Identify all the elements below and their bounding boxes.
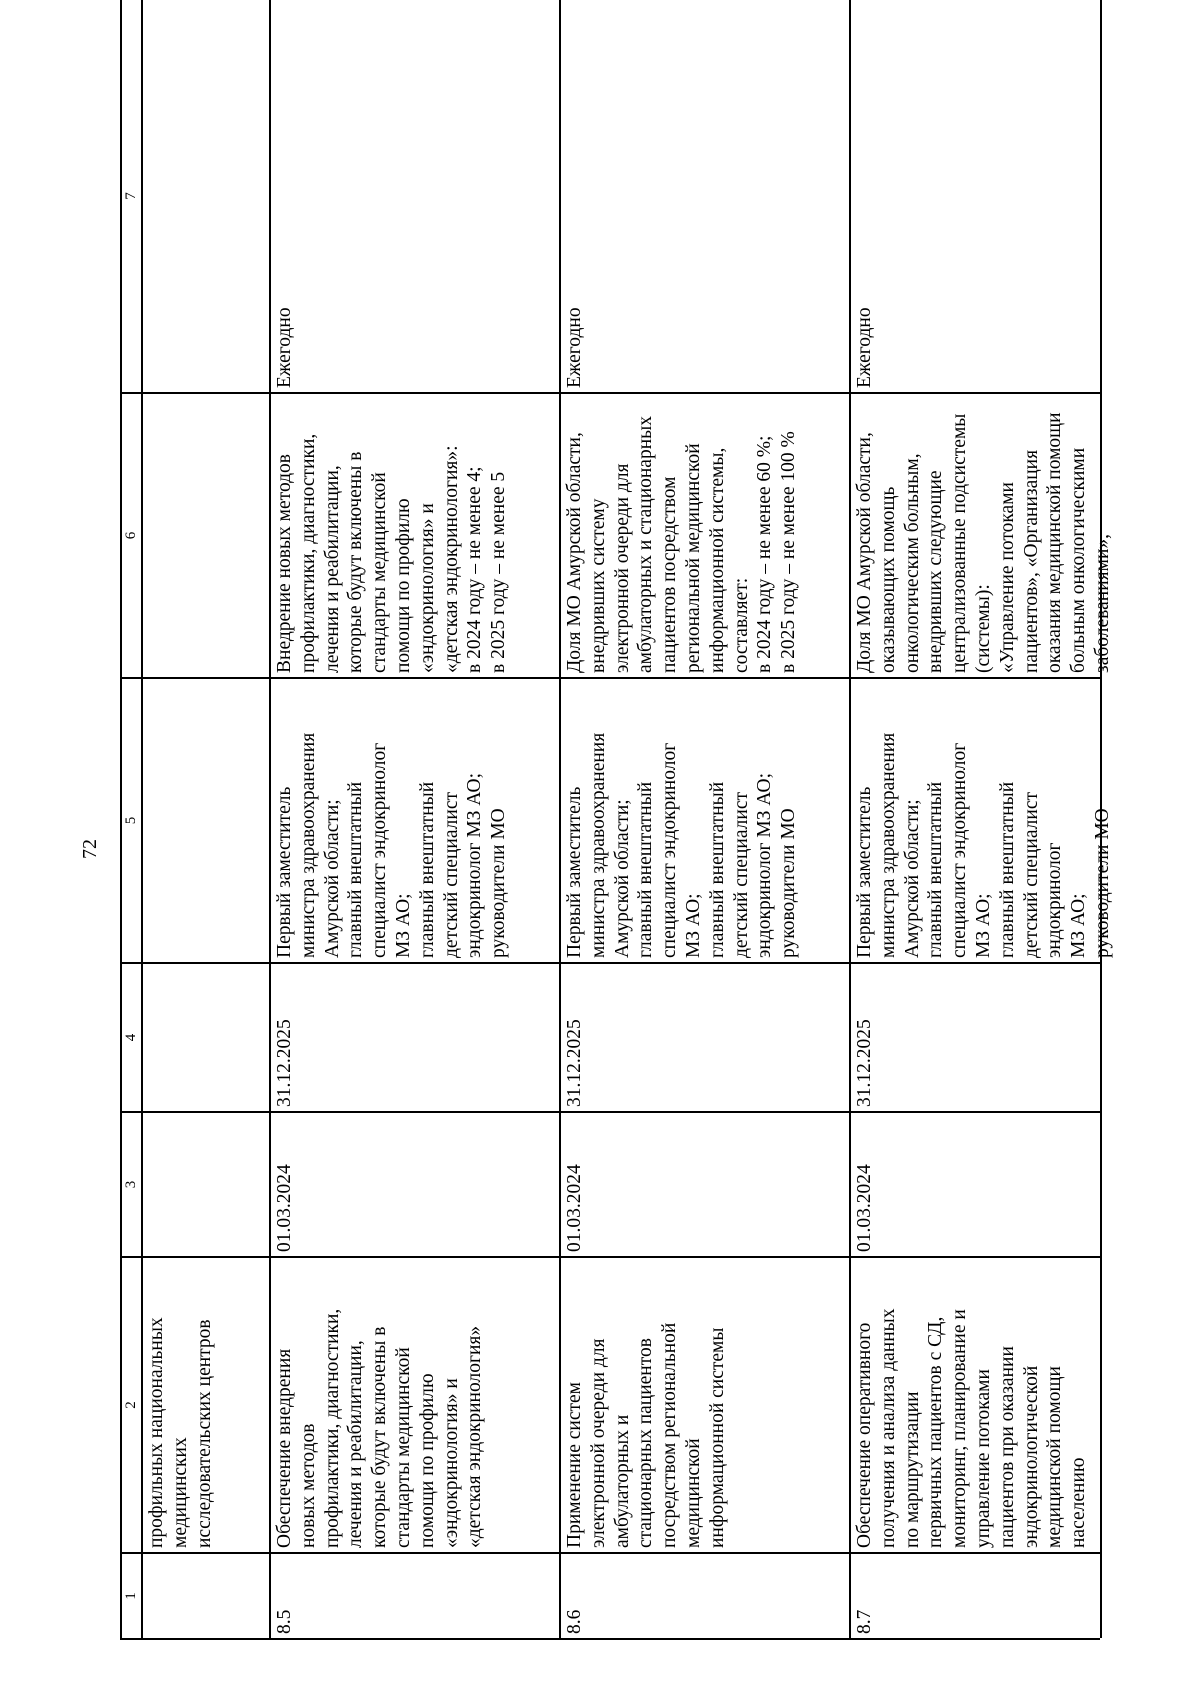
row-1-result: Внедрение новых методов профилактики, диагностики, лечения и реабилитации, которые будут включены в стандарты медицинской помощи по профилю «эндокринология» и «детская эндокринология»: в 2024 году – не менее 4; в 2025 году – не менее 5 (271, 392, 561, 677)
row-2-result: Доля МО Амурской области, внедривших систему электронной очереди для амбулаторных и стационарных пациентов посредством региональной медицинской информационной системы, составляет: в 2024 году – не менее 60 %; в 2025 году – не менее 100 % (561, 392, 851, 677)
rotated-page (120, 0, 1113, 1640)
row-0-task: профильных национальных медицинских исследовательских центров (143, 1256, 271, 1552)
header-col-6: 6 (122, 392, 143, 677)
header-col-3: 3 (122, 1111, 143, 1256)
row-3-end: 31.12.2025 (851, 962, 1102, 1111)
row-0-start (143, 1111, 271, 1256)
header-col-5: 5 (122, 677, 143, 962)
row-1-task: Обеспечение внедрения новых методов профилактики, диагностики, лечения и реабилитации, которые будут включены в стандарты медицинской помощи по профилю «эндокринология» и «детская эндокринология» (271, 1256, 561, 1552)
row-3-responsible: Первый заместитель министра здравоохранения Амурской области; главный внештатный специалист эндокринолог МЗ АО; главный внештатный детский специалист эндокринолог МЗ АО; руководители МО (851, 677, 1102, 962)
row-1-num: 8.5 (271, 1552, 561, 1638)
header-col-1: 1 (122, 1552, 143, 1638)
row-3-result: Доля МО Амурской области, оказывающих помощь онкологическим больным, внедривших следующие централизованные подсистемы (системы): «Управление потоками пациентов», «Организация оказания медицинской помощи больным онкологическими заболеваниями», (851, 392, 1102, 677)
row-0-frequency (143, 0, 271, 392)
row-2-responsible: Первый заместитель министра здравоохранения Амурской области; главный внештатный специалист эндокринолог МЗ АО; главный внештатный детский специалист эндокринолог МЗ АО; руководители МО (561, 677, 851, 962)
row-2-task: Применение систем электронной очереди для амбулаторных и стационарных пациентов посредством региональной медицинской информационной системы (561, 1256, 851, 1552)
row-1-responsible: Первый заместитель министра здравоохранения Амурской области; главный внештатный специалист эндокринолог МЗ АО; главный внештатный детский специалист эндокринолог МЗ АО; руководители МО (271, 677, 561, 962)
row-0-end (143, 962, 271, 1111)
row-0-responsible (143, 677, 271, 962)
row-2-start: 01.03.2024 (561, 1111, 851, 1256)
header-col-4: 4 (122, 962, 143, 1111)
page-number: 72 (79, 839, 101, 859)
row-3-num: 8.7 (851, 1552, 1102, 1638)
row-2-end: 31.12.2025 (561, 962, 851, 1111)
row-1-frequency: Ежегодно (271, 0, 561, 392)
header-col-7: 7 (122, 0, 143, 392)
row-0-num (143, 1552, 271, 1638)
row-3-start: 01.03.2024 (851, 1111, 1102, 1256)
row-0-result (143, 392, 271, 677)
measures-table (120, 0, 1113, 1640)
header-col-2: 2 (122, 1256, 143, 1552)
row-3-frequency: Ежегодно (851, 0, 1102, 392)
row-3-task: Обеспечение оперативного получения и анализа данных по маршрутизации первичных пациентов с СД, мониторинг, планирование и управление потоками пациентов при оказании эндокринологической медицинской помощи населению (851, 1256, 1102, 1552)
row-2-num: 8.6 (561, 1552, 851, 1638)
row-1-start: 01.03.2024 (271, 1111, 561, 1256)
row-1-end: 31.12.2025 (271, 962, 561, 1111)
row-2-frequency: Ежегодно (561, 0, 851, 392)
